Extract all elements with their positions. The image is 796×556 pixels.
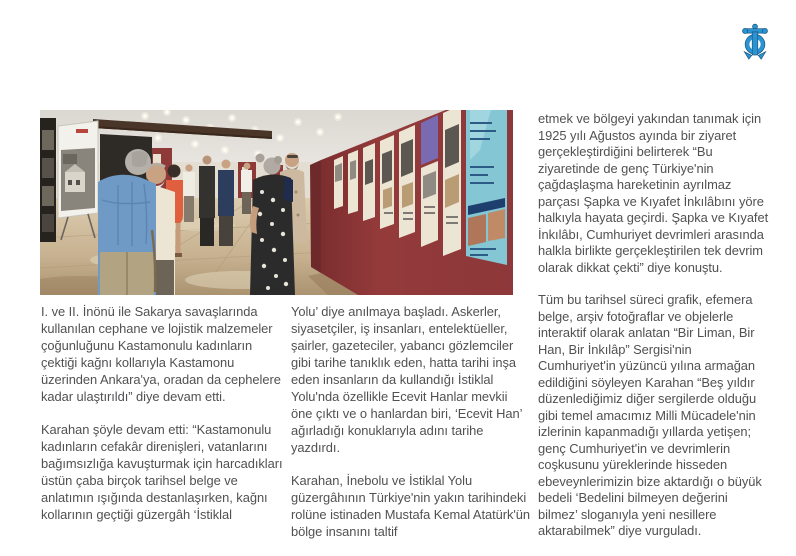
- article-paragraph: Karahan, İnebolu ve İstiklal Yolu güzergâhının Türkiye'nin yakın tarihindeki rolüne istinaden Mustafa Kemal Atatürk'ün bölge insanını taltif: [291, 473, 531, 539]
- article-paragraph: Yolu’ diye anılmaya başladı. Askerler, siyasetçiler, iş insanları, entelektüeller, şairler, gazeteciler, yabancı gözlemciler gibi tarihe tanıklık eden, hatta tarihi inşa eden insanların da kullandığı İstiklal Yolu'nda özellikle Ecevit Hanlar mevkii öne çıktı ve o hanlardan biri, ‘Ecevit Han’ ağırladığı konuklarıyla adını tarihe yazdırdı.: [291, 304, 522, 455]
- article-column-2: [291, 303, 532, 556]
- exhibition-photo: [40, 110, 513, 295]
- article-column-1: [41, 303, 286, 539]
- article-paragraph: etmek ve bölgeyi yakından tanımak için 1925 yılı Ağustos ayında bir ziyaret gerçekleştirdiğini belirterek “Bu ziyaretinde de genç Türkiye'nin çağdaşlaşma hareketinin ayrılmaz parçası Şapka ve Kıyafet İnkılâbını yöre halkıyla hayata geçirdi. Şapka ve Kıyafet İnkılâbı, Cumhuriyet devrimleri arasında halkla birlikte gerçekleştirilen tek devrim olarak dikkat çekti” diye konuştu.: [538, 111, 769, 275]
- article-column-3: [538, 111, 770, 556]
- article-paragraph: Tüm bu tarihsel süreci grafik, efemera belge, arşiv fotoğraflar ve objelerle interaktif olarak anlatan “Bir Liman, Bir Han, Bir İnkılâp” Sergisi'nin Cumhuriyet'in yüzüncü yılına armağan edildiğini söyleyen Karahan “Beş yıldır düzenlediğimiz diğer sergilerde olduğu gibi temel amacımız Milli Mücadele'nin izlerinin kapanmadığı yıllarda yetişen; genç Cumhuriyet'in ve devrimlerin coşkusunu yüreklerinde hisseden ebeveynlerimizin bize aktardığı o büyük bedeli ‘Bedelini bilmeyen değerini bilmez’ sloganıyla yeni nesillere aktarabilmek” diye vurguladı.: [538, 292, 762, 538]
- article-paragraph: Karahan şöyle devam etti: “Kastamonulu kadınların cefakâr direnişleri, vatanlarını bağımsızlığa kavuşturmak için harcadıkları üstün çaba birçok tarihsel belge ve anlatımın ışığında destanlaşırken, kağnı kollarının geçtiği güzergâh ‘İstiklal: [41, 422, 283, 522]
- anchor-logo-icon: [741, 22, 769, 60]
- article-paragraph: I. ve II. İnönü ile Sakarya savaşlarında kullanılan cephane ve lojistik malzemeler çoğunluğunu Kastamonulu kadınların çektiği kağnı kollarıyla Kastamonu üzerinden Ankara'ya, oradan da cephelere kadar ulaştırıldı” diye devam etti.: [41, 304, 281, 404]
